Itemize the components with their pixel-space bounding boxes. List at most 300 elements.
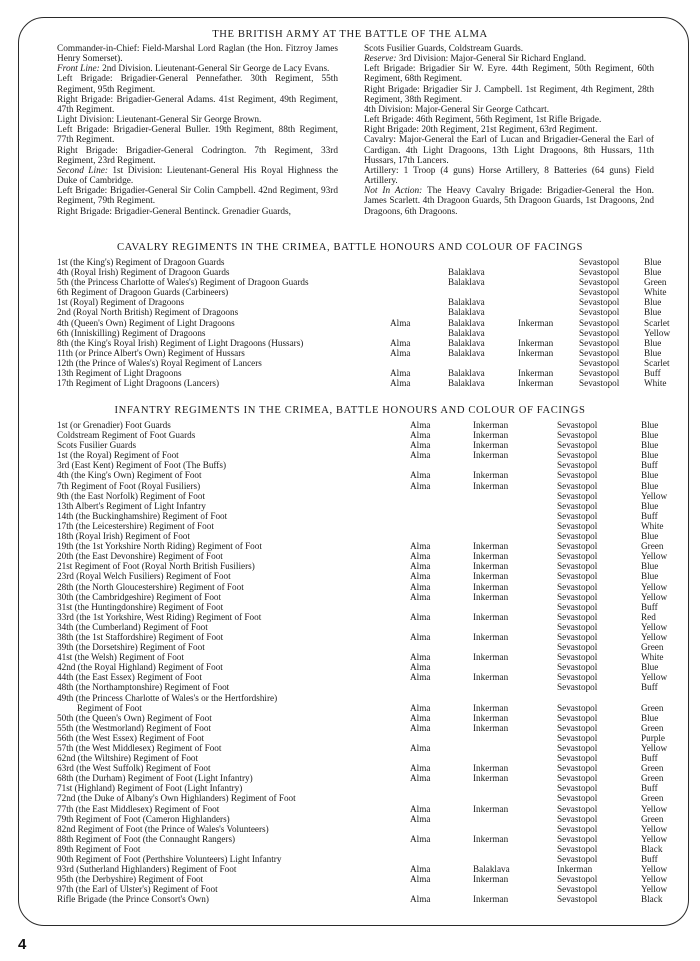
table-row <box>57 277 670 287</box>
regiment-name-cell: 77th (the East Middlesex) Regiment of Foot <box>57 803 220 814</box>
facing-colour-cell: Blue <box>641 480 659 491</box>
facing-colour-cell: Black <box>641 894 663 905</box>
honour-1-cell: Alma <box>410 571 431 582</box>
regiment-name-cell: 79th Regiment of Foot (Cameron Highlanders) <box>57 813 230 824</box>
regiment-name-cell: 68th (the Durham) Regiment of Foot (Light Infantry) <box>57 773 253 784</box>
army-paragraph <box>364 44 654 54</box>
facing-colour-cell: Blue <box>641 500 659 511</box>
honour-sevastopol-cell: Sevastopol <box>579 368 620 379</box>
honour-3-cell: Sevastopol <box>557 541 598 552</box>
honour-1-cell <box>410 491 473 501</box>
regiment-name-cell: 38th (the 1st Staffordshire) Regiment of Foot <box>57 631 224 642</box>
table-row <box>57 662 667 672</box>
army-section-title: THE BRITISH ARMY AT THE BATTLE OF THE ALMA <box>212 29 488 40</box>
table-row <box>57 884 667 894</box>
table-row <box>57 481 667 491</box>
table-row <box>57 348 670 358</box>
honour-1-cell <box>410 622 473 632</box>
table-row <box>57 703 667 713</box>
regiment-name-cell: 13th Regiment of Light Dragoons <box>57 368 182 379</box>
facing-colour-cell: Buff <box>641 753 658 764</box>
honour-1-cell <box>410 521 473 531</box>
regiment-name-cell: 14th (the Buckinghamshire) Regiment of Foot <box>57 510 228 521</box>
facing-colour-cell: Blue <box>641 571 659 582</box>
table-row <box>57 693 667 703</box>
regiment-name-cell: 88th Regiment of Foot (the Connaught Rangers) <box>57 833 236 844</box>
honour-3-cell: Sevastopol <box>557 470 598 481</box>
regiment-name-cell: 50th (the Queen's Own) Regiment of Foot <box>57 712 212 723</box>
honour-inkerman-cell <box>518 277 579 287</box>
army-paragraph-text: Left Brigade: 46th Regiment, 56th Regiment, 1st Rifle Brigade. <box>364 115 602 126</box>
honour-balaklava-cell: Balaklava <box>448 327 485 338</box>
honour-balaklava-cell: Balaklava <box>448 307 485 318</box>
honour-inkerman-cell <box>518 328 579 338</box>
table-row <box>57 430 667 440</box>
cavalry-section-title: CAVALRY REGIMENTS IN THE CRIMEA, BATTLE HONOURS AND COLOUR OF FACINGS <box>116 242 584 253</box>
honour-sevastopol-cell: Sevastopol <box>579 307 620 318</box>
army-paragraph-text: Right Brigade: Brigadier-General Bentinck. Grenadier Guards, <box>57 206 291 217</box>
honour-2-cell: Inkerman <box>473 470 509 481</box>
table-row <box>57 783 667 793</box>
honour-3-cell: Sevastopol <box>557 722 598 733</box>
honour-3-cell: Sevastopol <box>557 753 598 764</box>
honour-sevastopol-cell: Sevastopol <box>579 327 620 338</box>
honour-alma-cell: Alma <box>390 347 411 358</box>
army-paragraph-text: Right Brigade: Brigadier-General Codrington. 7th Regiment, 33rd Regiment, 23rd Regiment. <box>57 145 338 166</box>
honour-1-cell: Alma <box>410 470 431 481</box>
table-row <box>57 368 670 378</box>
army-paragraph <box>57 74 338 94</box>
honour-1-cell <box>410 511 473 521</box>
regiment-name-cell: 33rd (the 1st Yorkshire, West Riding) Regiment of Foot <box>57 611 262 622</box>
facing-colour-cell: Green <box>641 541 664 552</box>
regiment-name-cell: 23rd (Royal Welch Fusiliers) Regiment of Foot <box>57 571 231 582</box>
honour-balaklava-cell <box>448 358 518 368</box>
honour-3-cell: Sevastopol <box>557 712 598 723</box>
honour-2-cell: Inkerman <box>473 773 509 784</box>
honour-3-cell: Sevastopol <box>557 561 598 572</box>
honour-2-cell <box>473 844 557 854</box>
honour-2-cell <box>473 793 557 803</box>
facing-colour-cell: Buff <box>641 460 658 471</box>
honour-3-cell: Sevastopol <box>557 854 598 865</box>
honour-1-cell <box>410 733 473 743</box>
honour-3-cell: Sevastopol <box>557 803 598 814</box>
regiment-name-cell: 34th (the Cumberland) Regiment of Foot <box>57 621 208 632</box>
honour-inkerman-cell <box>518 297 579 307</box>
honour-2-cell: Inkerman <box>473 551 509 562</box>
army-paragraph <box>57 64 338 74</box>
regiment-name-cell: 42nd (the Royal Highland) Regiment of Foot <box>57 662 223 673</box>
honour-alma-cell: Alma <box>390 368 411 379</box>
table-row <box>57 491 667 501</box>
table-row <box>57 753 667 763</box>
honour-2-cell <box>473 783 557 793</box>
regiment-name-cell: 4th (the King's Own) Regiment of Foot <box>57 470 202 481</box>
table-row <box>57 582 667 592</box>
honour-2-cell <box>473 622 557 632</box>
table-row <box>57 521 667 531</box>
facing-colour-cell: White <box>641 520 664 531</box>
table-row <box>57 460 667 470</box>
honour-2-cell: Inkerman <box>473 672 509 683</box>
honour-1-cell <box>410 642 473 652</box>
regiment-name-cell: Scots Fusilier Guards <box>57 440 137 451</box>
regiment-name-cell: 89th Regiment of Foot <box>57 843 141 854</box>
table-row <box>57 571 667 581</box>
honour-2-cell: Inkerman <box>473 591 509 602</box>
honour-1-cell <box>410 854 473 864</box>
table-row <box>57 854 667 864</box>
table-row <box>57 814 667 824</box>
regiment-name-cell: 55th (the Westmorland) Regiment of Foot <box>57 722 211 733</box>
army-paragraph-text: Right Brigade: Brigadier-General Adams. 41st Regiment, 49th Regiment, 47th Regiment. <box>57 94 338 115</box>
facing-colour-cell: Buff <box>641 682 658 693</box>
table-row <box>57 561 667 571</box>
honour-3-cell: Sevastopol <box>557 531 598 542</box>
honour-2-cell: Inkerman <box>473 702 509 713</box>
honour-3-cell: Sevastopol <box>557 450 598 461</box>
regiment-name-cell: 57th (the West Middlesex) Regiment of Foot <box>57 743 222 753</box>
honour-1-cell: Alma <box>410 541 431 552</box>
honour-inkerman-cell <box>518 358 579 368</box>
honour-1-cell: Alma <box>410 803 431 814</box>
honour-2-cell <box>473 693 557 703</box>
honour-1-cell <box>410 783 473 793</box>
table-row <box>57 267 670 277</box>
facing-colour-cell: Buff <box>641 601 658 612</box>
honour-1-cell: Alma <box>410 662 431 673</box>
army-paragraph <box>364 125 654 135</box>
page-number: 4 <box>18 936 27 953</box>
honour-1-cell: Alma <box>410 581 431 592</box>
honour-1-cell: Alma <box>410 722 431 733</box>
honour-3-cell: Sevastopol <box>557 743 598 753</box>
table-row <box>57 612 667 622</box>
honour-3-cell: Sevastopol <box>557 672 598 683</box>
honour-2-cell: Inkerman <box>473 652 509 663</box>
regiment-name-cell: 8th (the King's Royal Irish) Regiment of Light Dragoons (Hussars) <box>57 337 304 348</box>
honour-3-cell: Sevastopol <box>557 894 598 905</box>
honour-balaklava-cell <box>448 257 518 267</box>
facing-colour-cell: Blue <box>641 420 659 430</box>
honour-3-cell: Sevastopol <box>557 500 598 511</box>
honour-alma-cell <box>390 287 448 297</box>
honour-3-cell: Sevastopol <box>557 611 598 622</box>
honour-2-cell <box>473 491 557 501</box>
honour-3-cell: Sevastopol <box>557 732 598 743</box>
honour-1-cell <box>410 693 473 703</box>
honour-balaklava-cell: Balaklava <box>448 347 485 358</box>
honour-2-cell <box>473 753 557 763</box>
facing-colour-cell: Yellow <box>641 490 668 501</box>
regiment-name-cell: 39th (the Dorsetshire) Regiment of Foot <box>57 642 205 653</box>
honour-3-cell: Sevastopol <box>557 763 598 774</box>
facing-colour-cell: Yellow <box>641 591 668 602</box>
honour-balaklava-cell: Balaklava <box>448 368 485 379</box>
honour-3-cell: Sevastopol <box>557 662 598 673</box>
facing-colour-cell: Green <box>641 763 664 774</box>
facing-colour-cell: Black <box>641 843 663 854</box>
army-paragraph <box>57 44 338 64</box>
honour-2-cell <box>473 531 557 541</box>
honour-2-cell: Inkerman <box>473 874 509 885</box>
facing-colour-cell: Purple <box>641 732 665 743</box>
honour-1-cell: Alma <box>410 813 431 824</box>
facing-colour-cell: White <box>644 287 667 298</box>
army-paragraph-text: Left Brigade: Brigadier-General Pennefather. 30th Regiment, 55th Regiment, 95th Regiment. <box>57 74 338 95</box>
honour-3-cell: Sevastopol <box>557 793 598 804</box>
honour-sevastopol-cell: Sevastopol <box>579 287 620 298</box>
honour-balaklava-cell: Balaklava <box>448 297 485 308</box>
table-row <box>57 834 667 844</box>
table-row <box>57 894 667 904</box>
honour-sevastopol-cell: Sevastopol <box>579 277 620 288</box>
honour-2-cell <box>473 733 557 743</box>
regiment-name-cell: 82nd Regiment of Foot (the Prince of Wales's Volunteers) <box>57 823 269 834</box>
honour-alma-cell <box>390 277 448 287</box>
honour-balaklava-cell <box>448 287 518 297</box>
table-row <box>57 723 667 733</box>
honour-sevastopol-cell: Sevastopol <box>579 297 620 308</box>
facing-colour-cell: Blue <box>641 561 659 572</box>
honour-2-cell: Inkerman <box>473 440 509 451</box>
army-paragraph-text: Right Brigade: 20th Regiment, 21st Regiment, 63rd Regiment. <box>364 125 598 136</box>
army-paragraph <box>57 95 338 115</box>
regiment-name-cell: 93rd (Sutherland Highlanders) Regiment of Foot <box>57 864 237 875</box>
army-paragraph <box>364 135 654 165</box>
facing-colour-cell: Blue <box>641 470 659 481</box>
honour-1-cell <box>410 884 473 894</box>
army-paragraph <box>57 166 338 186</box>
facing-colour-cell: Yellow <box>641 884 668 895</box>
table-row <box>57 642 667 652</box>
regiment-name-cell: 11th (or Prince Albert's Own) Regiment of Hussars <box>57 347 245 358</box>
honour-1-cell: Alma <box>410 591 431 602</box>
table-row <box>57 440 667 450</box>
regiment-name-cell: 97th (the Earl of Ulster's) Regiment of Foot <box>57 884 218 895</box>
honour-inkerman-cell <box>518 267 579 277</box>
honour-3-cell: Sevastopol <box>557 773 598 784</box>
table-row <box>57 328 670 338</box>
honour-2-cell <box>473 814 557 824</box>
regiment-name-cell: 30th (the Cambridgeshire) Regiment of Foot <box>57 591 222 602</box>
army-paragraph-text: 1st Division: Lieutenant-General His Royal Highness the Duke of Cambridge. <box>57 165 338 187</box>
honour-1-cell <box>410 793 473 803</box>
regiment-name-cell: 7th Regiment of Foot (Royal Fusiliers) <box>57 480 201 491</box>
facing-colour-cell: Blue <box>641 450 659 461</box>
honour-3-cell: Sevastopol <box>557 702 598 713</box>
honour-2-cell: Inkerman <box>473 571 509 582</box>
army-paragraph-text: Scots Fusilier Guards, Coldstream Guards. <box>364 44 524 54</box>
army-paragraph <box>364 64 654 84</box>
honour-3-cell: Sevastopol <box>557 642 598 653</box>
honour-2-cell <box>473 521 557 531</box>
facing-colour-cell: Blue <box>641 531 659 542</box>
army-right-column <box>364 44 654 217</box>
facing-colour-cell: White <box>644 378 667 389</box>
honour-1-cell: Alma <box>410 864 431 875</box>
facing-colour-cell: Yellow <box>641 803 668 814</box>
table-row <box>57 531 667 541</box>
regiment-name-cell: 28th (the North Gloucestershire) Regiment of Foot <box>57 581 244 592</box>
army-paragraph <box>364 85 654 105</box>
army-paragraph <box>364 115 654 125</box>
honour-inkerman-cell: Inkerman <box>518 368 554 379</box>
honour-3-cell: Sevastopol <box>557 874 598 885</box>
honour-3-cell: Sevastopol <box>557 520 598 531</box>
army-paragraph-text: 4th Division: Major-General Sir George Cathcart. <box>364 104 550 115</box>
regiment-name-cell: 4th (Royal Irish) Regiment of Dragoon Guards <box>57 267 230 278</box>
facing-colour-cell <box>641 693 667 703</box>
honour-1-cell <box>410 824 473 834</box>
honour-3-cell: Sevastopol <box>557 490 598 501</box>
table-row <box>57 592 667 602</box>
table-row <box>57 622 667 632</box>
honour-alma-cell: Alma <box>390 337 411 348</box>
honour-2-cell: Inkerman <box>473 894 509 905</box>
army-paragraph-text: The Heavy Cavalry Brigade: Brigadier-General the Hon. James Scarlett. 4th Dragoon Guards, 5th Dragoon Guards, 1st Dragoons, 2nd Dragoons, 6th Dragoons. <box>364 186 654 217</box>
cavalry-table <box>57 257 670 388</box>
honour-2-cell <box>473 884 557 894</box>
regiment-name-cell: 72nd (the Duke of Albany's Own Highlanders) Regiment of Foot <box>57 793 296 804</box>
regiment-name-cell: 1st (Royal) Regiment of Dragoons <box>57 297 185 308</box>
facing-colour-cell: Yellow <box>641 551 668 562</box>
regiment-name-cell: 1st (the King's) Regiment of Dragoon Guards <box>57 257 225 267</box>
table-row <box>57 652 667 662</box>
army-paragraph-text: Left Brigade: Brigadier-General Sir Colin Campbell. 42nd Regiment, 93rd Regiment, 79th Regiment. <box>57 186 338 207</box>
honour-1-cell: Alma <box>410 430 431 441</box>
honour-2-cell: Inkerman <box>473 722 509 733</box>
honour-3-cell: Sevastopol <box>557 621 598 632</box>
army-paragraph <box>57 115 338 125</box>
honour-2-cell <box>473 642 557 652</box>
honour-2-cell <box>473 682 557 692</box>
honour-1-cell <box>410 460 473 470</box>
regiment-name-cell: 6th Regiment of Dragoon Guards (Carbineers) <box>57 287 229 298</box>
honour-3-cell: Sevastopol <box>557 581 598 592</box>
facing-colour-cell: Yellow <box>641 874 668 885</box>
table-row <box>57 713 667 723</box>
honour-balaklava-cell: Balaklava <box>448 267 485 278</box>
table-row <box>57 420 667 430</box>
honour-3-cell: Sevastopol <box>557 843 598 854</box>
honour-1-cell: Alma <box>410 702 431 713</box>
honour-balaklava-cell: Balaklava <box>448 277 485 288</box>
honour-2-cell <box>473 662 557 672</box>
honour-3-cell: Sevastopol <box>557 510 598 521</box>
table-row <box>57 470 667 480</box>
honour-3-cell: Sevastopol <box>557 460 598 471</box>
honour-sevastopol-cell: Sevastopol <box>579 267 620 278</box>
honour-2-cell: Inkerman <box>473 581 509 592</box>
honour-2-cell <box>473 824 557 834</box>
army-paragraph-label: Second Line: <box>57 165 108 176</box>
regiment-name-cell: Coldstream Regiment of Foot Guards <box>57 430 196 441</box>
regiment-name-cell: 44th (the East Essex) Regiment of Foot <box>57 672 202 683</box>
army-paragraph <box>57 207 338 217</box>
army-paragraph <box>57 125 338 145</box>
honour-1-cell <box>410 531 473 541</box>
army-paragraph-label: Reserve: <box>364 54 397 65</box>
facing-colour-cell: Green <box>641 793 664 804</box>
table-row <box>57 844 667 854</box>
table-row <box>57 450 667 460</box>
facing-colour-cell: Green <box>644 277 667 288</box>
honour-1-cell: Alma <box>410 672 431 683</box>
army-paragraph <box>57 186 338 206</box>
facing-colour-cell: Scarlet <box>644 317 670 328</box>
honour-balaklava-cell: Balaklava <box>448 378 485 389</box>
honour-3-cell: Sevastopol <box>557 480 598 491</box>
honour-alma-cell <box>390 307 448 317</box>
honour-1-cell: Alma <box>410 894 431 905</box>
table-row <box>57 632 667 642</box>
honour-sevastopol-cell: Sevastopol <box>579 357 620 368</box>
honour-2-cell: Inkerman <box>473 450 509 461</box>
honour-2-cell <box>473 602 557 612</box>
honour-alma-cell: Alma <box>390 378 411 389</box>
army-left-column <box>57 44 338 217</box>
table-row <box>57 338 670 348</box>
facing-colour-cell: Green <box>641 722 664 733</box>
honour-3-cell: Sevastopol <box>557 601 598 612</box>
facing-colour-cell: Green <box>641 642 664 653</box>
honour-3-cell: Sevastopol <box>557 783 598 794</box>
facing-colour-cell: Blue <box>644 347 662 358</box>
army-paragraph-text: Right Brigade: Brigadier Sir J. Campbell. 1st Regiment, 4th Regiment, 28th Regiment, 38th Regiment. <box>364 84 654 105</box>
table-row <box>57 257 670 267</box>
honour-3-cell: Sevastopol <box>557 571 598 582</box>
regiment-name-cell: 2nd (Royal North British) Regiment of Dragoons <box>57 307 239 318</box>
regiment-name-cell: 21st Regiment of Foot (Royal North British Fusiliers) <box>57 561 255 572</box>
honour-2-cell: Inkerman <box>473 480 509 491</box>
honour-3-cell: Sevastopol <box>557 884 598 895</box>
honour-1-cell: Alma <box>410 743 431 753</box>
regiment-name-cell: 17th (the Leicestershire) Regiment of Foot <box>57 520 214 531</box>
honour-2-cell: Inkerman <box>473 611 509 622</box>
honour-sevastopol-cell: Sevastopol <box>579 257 620 267</box>
facing-colour-cell: Green <box>641 773 664 784</box>
facing-colour-cell: White <box>641 652 664 663</box>
facing-colour-cell: Yellow <box>641 631 668 642</box>
honour-3-cell: Sevastopol <box>557 631 598 642</box>
regiment-name-cell: 20th (the East Devonshire) Regiment of Foot <box>57 551 223 562</box>
honour-3-cell: Sevastopol <box>557 833 598 844</box>
table-row <box>57 551 667 561</box>
army-paragraph-text: Light Division: Lieutenant-General Sir George Brown. <box>57 115 262 126</box>
facing-colour-cell: Blue <box>641 662 659 673</box>
honour-1-cell: Alma <box>410 773 431 784</box>
facing-colour-cell: Blue <box>641 712 659 723</box>
table-row <box>57 793 667 803</box>
honour-inkerman-cell: Inkerman <box>518 337 554 348</box>
honour-alma-cell <box>390 267 448 277</box>
regiment-name-cell: 4th (Queen's Own) Regiment of Light Dragoons <box>57 317 235 328</box>
honour-inkerman-cell: Inkerman <box>518 317 554 328</box>
regiment-name-cell: 18th (Royal Irish) Regiment of Foot <box>57 531 190 542</box>
honour-1-cell: Alma <box>410 874 431 885</box>
honour-sevastopol-cell: Sevastopol <box>579 337 620 348</box>
honour-1-cell <box>410 501 473 511</box>
table-row <box>57 874 667 884</box>
army-paragraph <box>364 105 654 115</box>
regiment-name-cell: 6th (Inniskilling) Regiment of Dragoons <box>57 327 206 338</box>
table-row <box>57 773 667 783</box>
army-paragraph-label: Not In Action: <box>364 186 423 197</box>
honour-2-cell: Inkerman <box>473 420 509 430</box>
honour-1-cell: Alma <box>410 611 431 622</box>
